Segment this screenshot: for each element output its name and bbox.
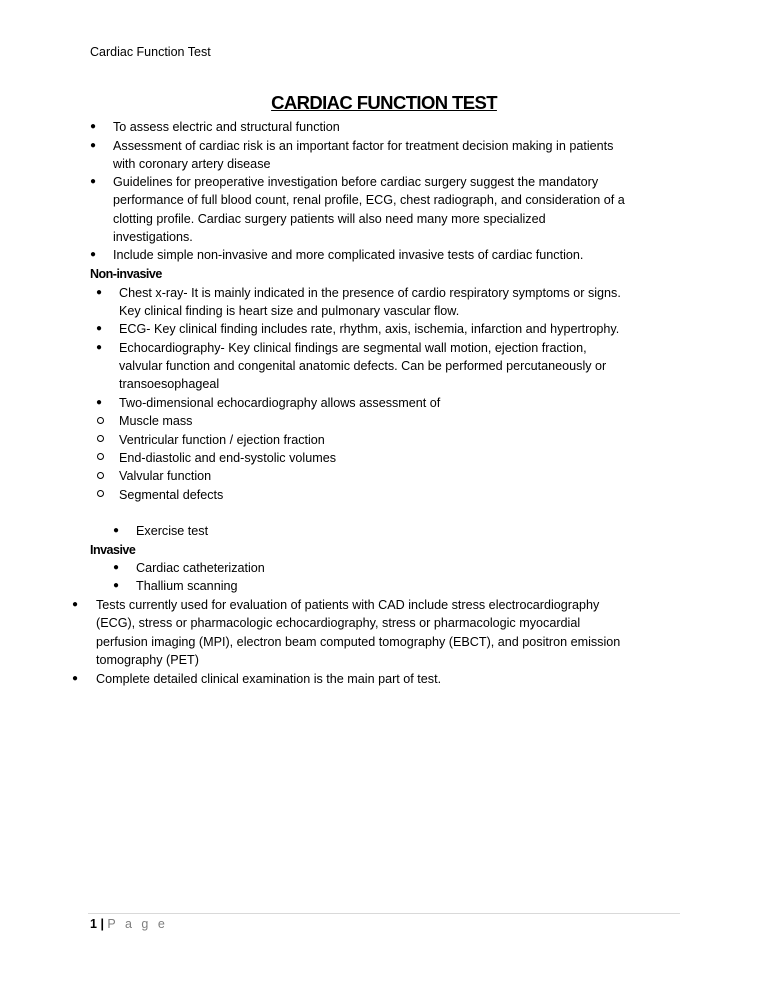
bullet-dot-icon: ● (96, 397, 103, 408)
sub-item-4: Valvular function (119, 469, 212, 483)
non-invasive-bullet-2-line-1: ECG- Key clinical finding includes rate, rhythm, axis, ischemia, infarction and hypertrophy. (119, 322, 620, 336)
intro-bullet-1-line-1: To assess electric and structural function (113, 120, 340, 134)
intro-bullet-2-line-2: with coronary artery disease (113, 157, 271, 171)
intro-bullet-4-line-1: Include simple non-invasive and more complicated invasive tests of cardiac function. (113, 248, 584, 262)
sub-item-3: End-diastolic and end-systolic volumes (119, 451, 336, 465)
non-invasive-bullet-4-line-1: Two-dimensional echocardiography allows assessment of (119, 396, 441, 410)
bullet-dot-icon: ● (96, 287, 103, 298)
intro-bullet-3-line-2: performance of full blood count, renal profile, ECG, chest radiograph, and consideration of a (113, 193, 625, 207)
bullet-dot-icon: ● (113, 525, 120, 536)
exercise-test-item: Exercise test (136, 524, 209, 538)
page-label: P a g e (107, 917, 168, 931)
bullet-dot-icon: ● (90, 140, 97, 151)
invasive-item-2: Thallium scanning (136, 579, 238, 593)
page-title: CARDIAC FUNCTION TEST (271, 92, 497, 113)
bullet-dot-icon: ● (96, 323, 103, 334)
bullet-dot-icon: ● (90, 176, 97, 187)
footer-separator: | (100, 917, 104, 931)
page-number: 1 (90, 917, 97, 931)
circle-bullet-icon (97, 417, 104, 424)
bullet-dot-icon: ● (90, 249, 97, 260)
circle-bullet-icon (97, 472, 104, 479)
sub-item-2: Ventricular function / ejection fraction (119, 433, 325, 447)
non-invasive-bullet-1-line-2: Key clinical finding is heart size and pulmonary vascular flow. (119, 304, 460, 318)
non-invasive-bullet-3-line-3: transoesophageal (119, 377, 220, 391)
closing-bullet-1-line-3: perfusion imaging (MPI), electron beam computed tomography (EBCT), and positron emission (96, 635, 621, 649)
intro-bullet-2-line-1: Assessment of cardiac risk is an important factor for treatment decision making in patients (113, 139, 614, 153)
bullet-dot-icon: ● (96, 342, 103, 353)
intro-bullet-3-line-4: investigations. (113, 230, 193, 244)
bullet-dot-icon: ● (90, 121, 97, 132)
circle-bullet-icon (97, 453, 104, 460)
circle-bullet-icon (97, 490, 104, 497)
intro-bullet-3-line-3: clotting profile. Cardiac surgery patients will also need many more specialized (113, 212, 546, 226)
footer-divider (88, 913, 680, 914)
non-invasive-bullet-3-line-1: Echocardiography- Key clinical findings are segmental wall motion, ejection fraction, (119, 341, 587, 355)
intro-bullet-3-line-1: Guidelines for preoperative investigation before cardiac surgery suggest the mandatory (113, 175, 599, 189)
closing-bullet-1-line-2: (ECG), stress or pharmacologic echocardiography, stress or pharmacologic myocardial (96, 616, 581, 630)
non-invasive-bullet-3-line-2: valvular function and congenital anatomic defects. Can be performed percutaneously or (119, 359, 607, 373)
bullet-dot-icon: ● (113, 562, 120, 573)
bullet-dot-icon: ● (113, 580, 120, 591)
circle-bullet-icon (97, 435, 104, 442)
invasive-item-1: Cardiac catheterization (136, 561, 265, 575)
sub-item-5: Segmental defects (119, 488, 224, 502)
closing-bullet-2-line-1: Complete detailed clinical examination is the main part of test. (96, 672, 442, 686)
non-invasive-bullet-1-line-1: Chest x-ray- It is mainly indicated in the presence of cardio respiratory symptoms or signs. (119, 286, 621, 300)
bullet-dot-icon: ● (72, 599, 79, 610)
sub-item-1: Muscle mass (119, 414, 193, 428)
non-invasive-heading: Non-invasive (90, 267, 162, 281)
closing-bullet-1-line-4: tomography (PET) (96, 653, 199, 667)
invasive-heading: Invasive (90, 543, 136, 557)
closing-bullet-1-line-1: Tests currently used for evaluation of patients with CAD include stress electrocardiography (96, 598, 600, 612)
running-header: Cardiac Function Test (90, 45, 211, 59)
page-footer (90, 915, 168, 933)
bullet-dot-icon: ● (72, 673, 79, 684)
